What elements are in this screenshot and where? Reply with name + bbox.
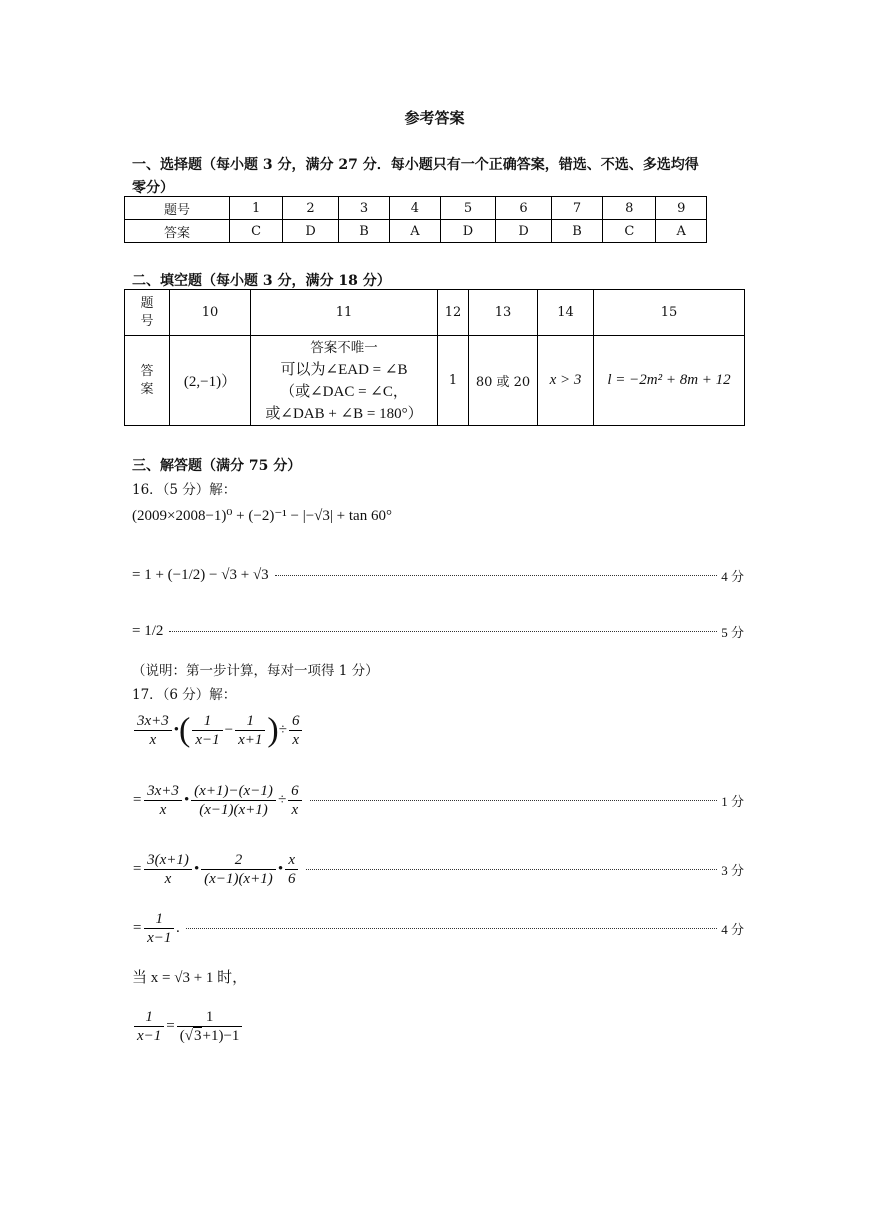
- answer-11-line: 答案不唯一: [310, 339, 378, 356]
- q16-step1-points: 4 分: [721, 568, 744, 584]
- choice-answer: A: [390, 220, 441, 243]
- q17-step3-expr: = $\frac{1}{x-1}$ .: [132, 910, 181, 946]
- q17-step3: [132, 908, 744, 948]
- choice-answer: A: [656, 220, 707, 243]
- q16-step1: [132, 555, 744, 595]
- fill-number: 12: [438, 290, 469, 336]
- fraction: $\frac{3x+3}{x}$: [134, 712, 172, 749]
- answer-11-line: 可以为∠EAD = ∠B: [280, 361, 408, 378]
- q17-step2-expr: = $\frac{3(x+1)}{x}$ • $\frac{2}{(x-1)(x+1)}$ • $\frac{x}{6}$: [132, 851, 300, 888]
- choice-number-row: [125, 197, 707, 220]
- dotted-leader: [169, 631, 717, 632]
- answer-12: 1: [438, 336, 469, 426]
- choice-number: 7: [551, 197, 602, 220]
- section1-heading: 一、选择题（每小题 3 分，满分 27 分．每小题只有一个正确答案，错选、不选、多选均得: [132, 157, 699, 173]
- choice-number: 2: [283, 197, 339, 220]
- fraction: $\frac{1}{(√3+1)-1}$: [177, 1008, 243, 1045]
- q17-step3-points: 4 分: [721, 921, 744, 937]
- choice-answer: C: [230, 220, 283, 243]
- section3-heading: 三、解答题（满分 75 分）: [132, 458, 302, 474]
- section1-heading-cont: 零分）: [132, 180, 174, 196]
- fill-answer-row: [125, 336, 745, 426]
- fill-number: 15: [594, 290, 745, 336]
- answer-13: 80 或 20: [469, 336, 538, 426]
- fraction: $\frac{1}{x+1}$: [235, 712, 265, 749]
- q16-expression: (2009×2008−1)⁰ + (−2)⁻¹ − |−√3| + tan 60°: [132, 508, 392, 524]
- choice-answer: D: [440, 220, 496, 243]
- fill-number: 14: [538, 290, 594, 336]
- q16-step2-expr: = 1/2: [132, 622, 164, 639]
- fill-number-row: [125, 290, 745, 336]
- fraction: $\frac{1}{x-1}$: [134, 1008, 164, 1045]
- q17-step1-expr: = $\frac{3x+3}{x}$ • $\frac{(x+1)-(x-1)}{(x-1)(x+1)}$ ÷ $\frac{6}{x}$: [132, 782, 304, 819]
- choice-number: 3: [338, 197, 389, 220]
- choice-answer: C: [603, 220, 656, 243]
- choice-answer: B: [338, 220, 389, 243]
- choice-answer-row: [125, 220, 707, 243]
- q16-step1-expr: = 1 + (−1/2) − √3 + √3: [132, 566, 269, 583]
- answer-15: l = −2m² + 8m + 12: [594, 336, 745, 426]
- choice-number: 6: [496, 197, 552, 220]
- q17-condition: 当 x = √3 + 1 时，: [132, 970, 248, 986]
- answer-14: x > 3: [538, 336, 594, 426]
- fill-row-label-text: 答案: [140, 363, 154, 397]
- q16-label: 16．（5 分）解：: [132, 482, 237, 498]
- fill-row-label: [125, 336, 170, 426]
- dotted-leader: [306, 869, 717, 870]
- q16-step2-points: 5 分: [721, 624, 744, 640]
- choice-answer-table: [124, 196, 707, 243]
- choice-row-label: 答案: [125, 220, 230, 243]
- choice-answer: D: [496, 220, 552, 243]
- choice-answer: B: [551, 220, 602, 243]
- choice-number: 9: [656, 197, 707, 220]
- fraction: $\frac{6}{x}$: [289, 712, 303, 749]
- q17-label: 17．（6 分）解：: [132, 687, 237, 703]
- answer-10: (2,−1)）: [170, 336, 251, 426]
- fill-number: 13: [469, 290, 538, 336]
- q17-step2: [132, 849, 744, 889]
- q17-substitution: $\frac{1}{x-1}$ = $\frac{1}{(√3+1)-1}$: [132, 1008, 244, 1045]
- fill-row-label: [125, 290, 170, 336]
- fill-row-label-text: 题号: [140, 295, 154, 329]
- answer-11-line: （或∠DAC = ∠C，: [280, 383, 408, 400]
- q16-note: （说明：第一步计算，每对一项得 1 分）: [132, 663, 379, 679]
- dotted-leader: [186, 928, 717, 929]
- dotted-leader: [310, 800, 718, 801]
- choice-number: 4: [390, 197, 441, 220]
- fill-number: 10: [170, 290, 251, 336]
- fill-answer-table: [124, 289, 745, 426]
- choice-number: 1: [230, 197, 283, 220]
- fraction: $\frac{1}{x-1}$: [192, 712, 222, 749]
- q17-step2-points: 3 分: [721, 862, 744, 878]
- choice-row-label: 题号: [125, 197, 230, 220]
- choice-number: 5: [440, 197, 496, 220]
- q17-expression: $\frac{3x+3}{x}$ •( $\frac{1}{x-1}$ − $\frac{1}{x+1}$ )÷ $\frac{6}{x}$: [132, 712, 304, 749]
- choice-number: 8: [603, 197, 656, 220]
- q16-step2: [132, 611, 744, 651]
- answer-11-line: 或∠DAB + ∠B = 180°）: [265, 405, 423, 422]
- fill-number: 11: [251, 290, 438, 336]
- q17-step1-points: 1 分: [721, 793, 744, 809]
- dotted-leader: [275, 575, 718, 576]
- choice-answer: D: [283, 220, 339, 243]
- answer-11: [251, 336, 438, 426]
- page-title: 参考答案: [404, 109, 465, 127]
- q17-step1: [132, 780, 744, 820]
- section2-heading: 二、填空题（每小题 3 分，满分 18 分）: [132, 273, 391, 289]
